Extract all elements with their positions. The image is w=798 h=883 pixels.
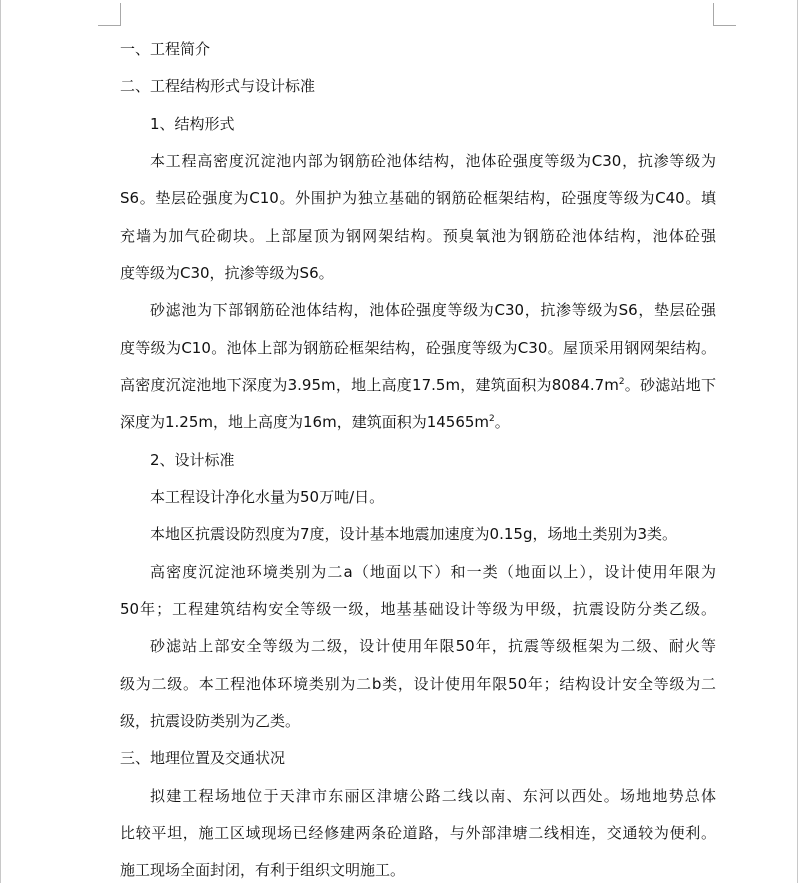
paragraph-2-line-1: 砂滤池为下部钢筋砼池体结构，池体砼强度等级为C30，抗渗等级为S6，垫层砼强 (150, 301, 716, 319)
paragraph-5-line-2: 50年；工程建筑结构安全等级一级，地基基础设计等级为甲级，抗震设防分类乙级。 (120, 600, 716, 618)
superscript-2: 2 (489, 414, 495, 424)
page-corner-mark-top-right (713, 3, 736, 26)
paragraph-6-line-1: 砂滤站上部安全等级为二级，设计使用年限50年，抗震等级框架为二级、耐火等 (150, 637, 716, 655)
paragraph-4: 本地区抗震设防烈度为7度，设计基本地震加速度为0.15g，场地土类别为3类。 (150, 525, 678, 543)
paragraph-6-line-2: 级为二级。本工程池体环境类别为二b类，设计使用年限50年；结构设计安全等级为二 (120, 675, 716, 693)
paragraph-5-line-1: 高密度沉淀池环境类别为二a（地面以下）和一类（地面以上），设计使用年限为 (150, 563, 716, 581)
paragraph-2-line-2: 度等级为C10。池体上部为钢筋砼框架结构，砼强度等级为C30。屋顶采用钢网架结构。 (120, 339, 716, 357)
paragraph-7-line-3: 施工现场全面封闭，有利于组织文明施工。 (120, 861, 406, 879)
paragraph-1-line-1: 本工程高密度沉淀池内部为钢筋砼池体结构，池体砼强度等级为C30，抗渗等级为 (150, 152, 716, 170)
superscript-2: 2 (618, 377, 625, 387)
paragraph-3: 本工程设计净化水量为50万吨/日。 (150, 488, 385, 506)
paragraph-6-line-3: 级，抗震设防类别为乙类。 (120, 712, 301, 730)
paragraph-1-line-4: 度等级为C30，抗渗等级为S6。 (120, 264, 334, 282)
subheading-design-standard: 2、设计标准 (150, 451, 235, 469)
paragraph-1-line-3: 充墙为加气砼砌块。上部屋顶为钢网架结构。预臭氧池为钢筋砼池体结构，池体砼强 (120, 227, 716, 245)
paragraph-2-line-4: 深度为1.25m，地上高度为16m，建筑面积为$14565m^2$。 (120, 413, 510, 431)
paragraph-2-line-3: 高密度沉淀池地下深度为3.95m，地上高度17.5m，建筑面积为$8084.7m^2$。砂滤站地下 (120, 376, 716, 394)
page-corner-mark-top-left (98, 3, 121, 26)
subheading-structure: 1、结构形式 (150, 115, 235, 133)
paragraph-7-line-2: 比较平坦，施工区域现场已经修建两条砼道路，与外部津塘二线相连，交通较为便利。 (120, 824, 716, 842)
section-heading-3: 三、地理位置及交通状况 (120, 749, 286, 767)
paragraph-7-line-1: 拟建工程场地位于天津市东丽区津塘公路二线以南、东河以西处。场地地势总体 (150, 787, 716, 805)
section-heading-1: 一、工程简介 (120, 40, 211, 58)
paragraph-1-line-2: S6。垫层砼强度为C10。外围护为独立基础的钢筋砼框架结构，砼强度等级为C40。填 (120, 189, 716, 207)
section-heading-2: 二、工程结构形式与设计标准 (120, 77, 316, 95)
